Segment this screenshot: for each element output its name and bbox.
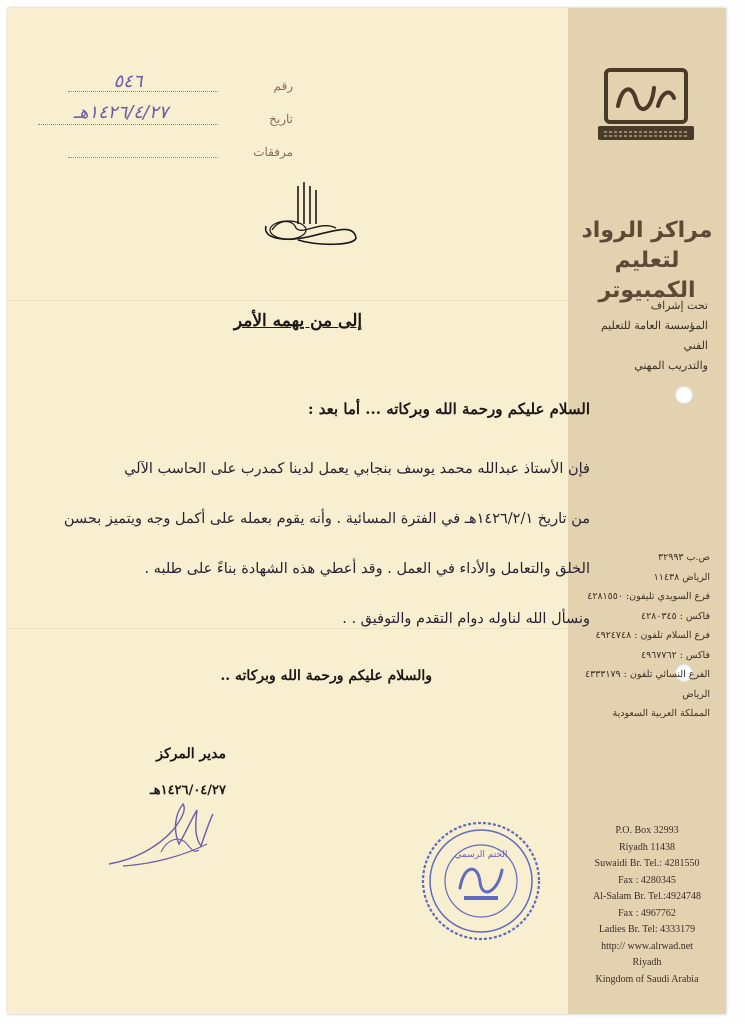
handwritten-signature-icon: [103, 800, 218, 872]
letter-sheet: [8, 8, 726, 1014]
letter-body-line: الخلق والتعامل والأداء في العمل . وقد أعطي هذه الشهادة بناءً على طلبه .: [144, 561, 590, 577]
contact-info-english: P.O. Box 32993 Riyadh 11438 Suwaidi Br. Tel.: 4281550 Fax : 4280345 Al-Salam Br. Tel.:4924748 Fax : 4967762 Ladies Br. Tel: 4333179 http:// www.alrwad.net Riyadh Kingdom of Saudi Arabia: [593, 825, 701, 985]
basmala-calligraphy-icon: [258, 180, 362, 250]
reference-date: ١٤٢٦/٤/٢٧هـ: [73, 102, 169, 123]
punch-hole: [675, 386, 693, 404]
letter-greeting: السلام عليكم ورحمة الله وبركاته ... أما بعد :: [308, 400, 590, 418]
letter-body-line: من تاريخ ١٤٢٦/٢/١هـ في الفترة المسائية . وأنه يقوم بعمله على أكمل وجه ويتميز بحسن: [63, 511, 590, 527]
alrwad-logo-icon: [592, 66, 702, 146]
letter-body-line: فإن الأستاذ عبدالله محمد يوسف بنجابي يعمل لدينا كمدرب على الحاسب الآلي: [124, 461, 590, 477]
organization-name: مراكز الرواد لتعليم الكمبيوتر: [581, 218, 713, 303]
fold-line: [8, 628, 568, 629]
letter-body-line: ونسأل الله لناوله دوام التقدم والتوفيق . .: [342, 611, 590, 627]
seal-label: الختم الرسمي: [454, 850, 508, 860]
reference-number: ٥٤٦: [113, 71, 143, 92]
signatory-title: مدير المركز: [156, 746, 226, 762]
supervision-note: تحت إشراف المؤسسة العامة للتعليم الفني والتدريب المهني: [600, 299, 708, 372]
attachments-line: [68, 156, 218, 158]
reference-labels: رقم تاريخ مرفقات: [253, 79, 293, 159]
letter-closing: والسلام عليكم ورحمة الله وبركاته ..: [220, 668, 432, 684]
contact-info-arabic: ص.ب ٣٢٩٩٣ الرياض ١١٤٣٨ فرع السويدي تليفون: ٤٢٨١٥٥٠ فاكس : ٤٢٨٠٣٤٥ فرع السلام تلفون : ٤٩٢٤٧٤٨ فاكس : ٤٩٦٧٧٦٢ الفرع النسائي تلفون : ٤٣٣٣١٧٩ الرياض المملكة العربية السعودية: [584, 552, 710, 719]
official-seal-icon: [420, 820, 542, 942]
letter-heading: إلى من يهمه الأمر: [233, 311, 363, 331]
fold-line: [8, 300, 568, 301]
date-line: [38, 123, 218, 125]
signature-date: ١٤٢٦/٠٤/٢٧هـ: [149, 783, 226, 798]
